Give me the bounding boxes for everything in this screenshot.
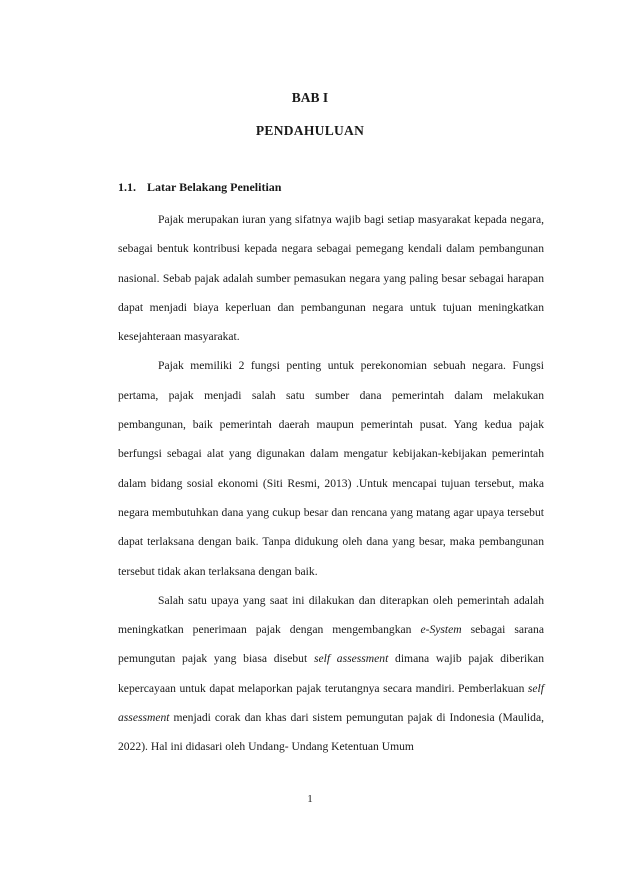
chapter-title: PENDAHULUAN bbox=[255, 123, 365, 138]
chapter-number: BAB I bbox=[291, 90, 329, 105]
paragraph-3-term-e-system: e-System bbox=[420, 623, 462, 637]
paragraph-3-text-2: sebagai sarana pemungutan pajak yang biasa disebut bbox=[118, 623, 544, 666]
paragraph-3-term-self-assessment: self assessment bbox=[313, 652, 389, 666]
page-number: 1 bbox=[307, 793, 313, 805]
paragraph-1: Pajak merupakan iuran yang sifatnya wajib bagi setiap masyarakat kepada negara, sebagai bentuk kontribusi kepada negara sebagai pemegang kendali dalam pembangunan nasional. Sebab pajak adalah sumber pemasukan negara yang paling besar sebagai harapan dapat menjadi biaya keperluan dan pembangunan negara untuk tujuan meningkatkan kesejahteraan masyarakat. bbox=[118, 213, 544, 344]
paragraph-3 bbox=[118, 586, 544, 762]
paragraph-3-text-4: menjadi corak dan khas dari sistem pemungutan pajak di Indonesia (Maulida, 2022). Hal ini didasari oleh Undang- Undang Ketentuan Umum bbox=[118, 711, 544, 754]
body-text bbox=[118, 205, 544, 762]
paragraph-3-text-3: dimana wajib pajak diberikan kepercayaan untuk dapat melaporkan pajak terutangnya secara mandiri. Pemberlakuan bbox=[118, 652, 544, 695]
paragraph-3-term-self-assessment-2: self assessment bbox=[118, 681, 544, 725]
paragraph-2: Pajak memiliki 2 fungsi penting untuk perekonomian sebuah negara. Fungsi pertama, pajak menjadi salah satu sumber dana pemerintah dalam melakukan pembangunan, baik pemerintah daerah maupun pemerintah pusat. Yang kedua pajak berfungsi sebagai alat yang digunakan dalam mengatur kebijakan-kebijakan pemerintah dalam bidang sosial ekonomi (Siti Resmi, 2013) .Untuk mencapai tujuan tersebut, maka negara membutuhkan dana yang cukup besar dan rencana yang matang agar upaya tersebut dapat terlaksana dengan baik. Tanpa didukung oleh dana yang besar, maka pembangunan tersebut tidak akan terlaksana dengan baik. bbox=[118, 359, 544, 578]
paragraph-3-text-1: Salah satu upaya yang saat ini dilakukan dan diterapkan oleh pemerintah adalah meningkatkan penerimaan pajak dengan mengembangkan bbox=[118, 593, 544, 637]
section-heading bbox=[118, 180, 281, 195]
section-title: Latar Belakang Penelitian bbox=[147, 180, 282, 194]
section-number: 1.1. bbox=[118, 180, 136, 194]
